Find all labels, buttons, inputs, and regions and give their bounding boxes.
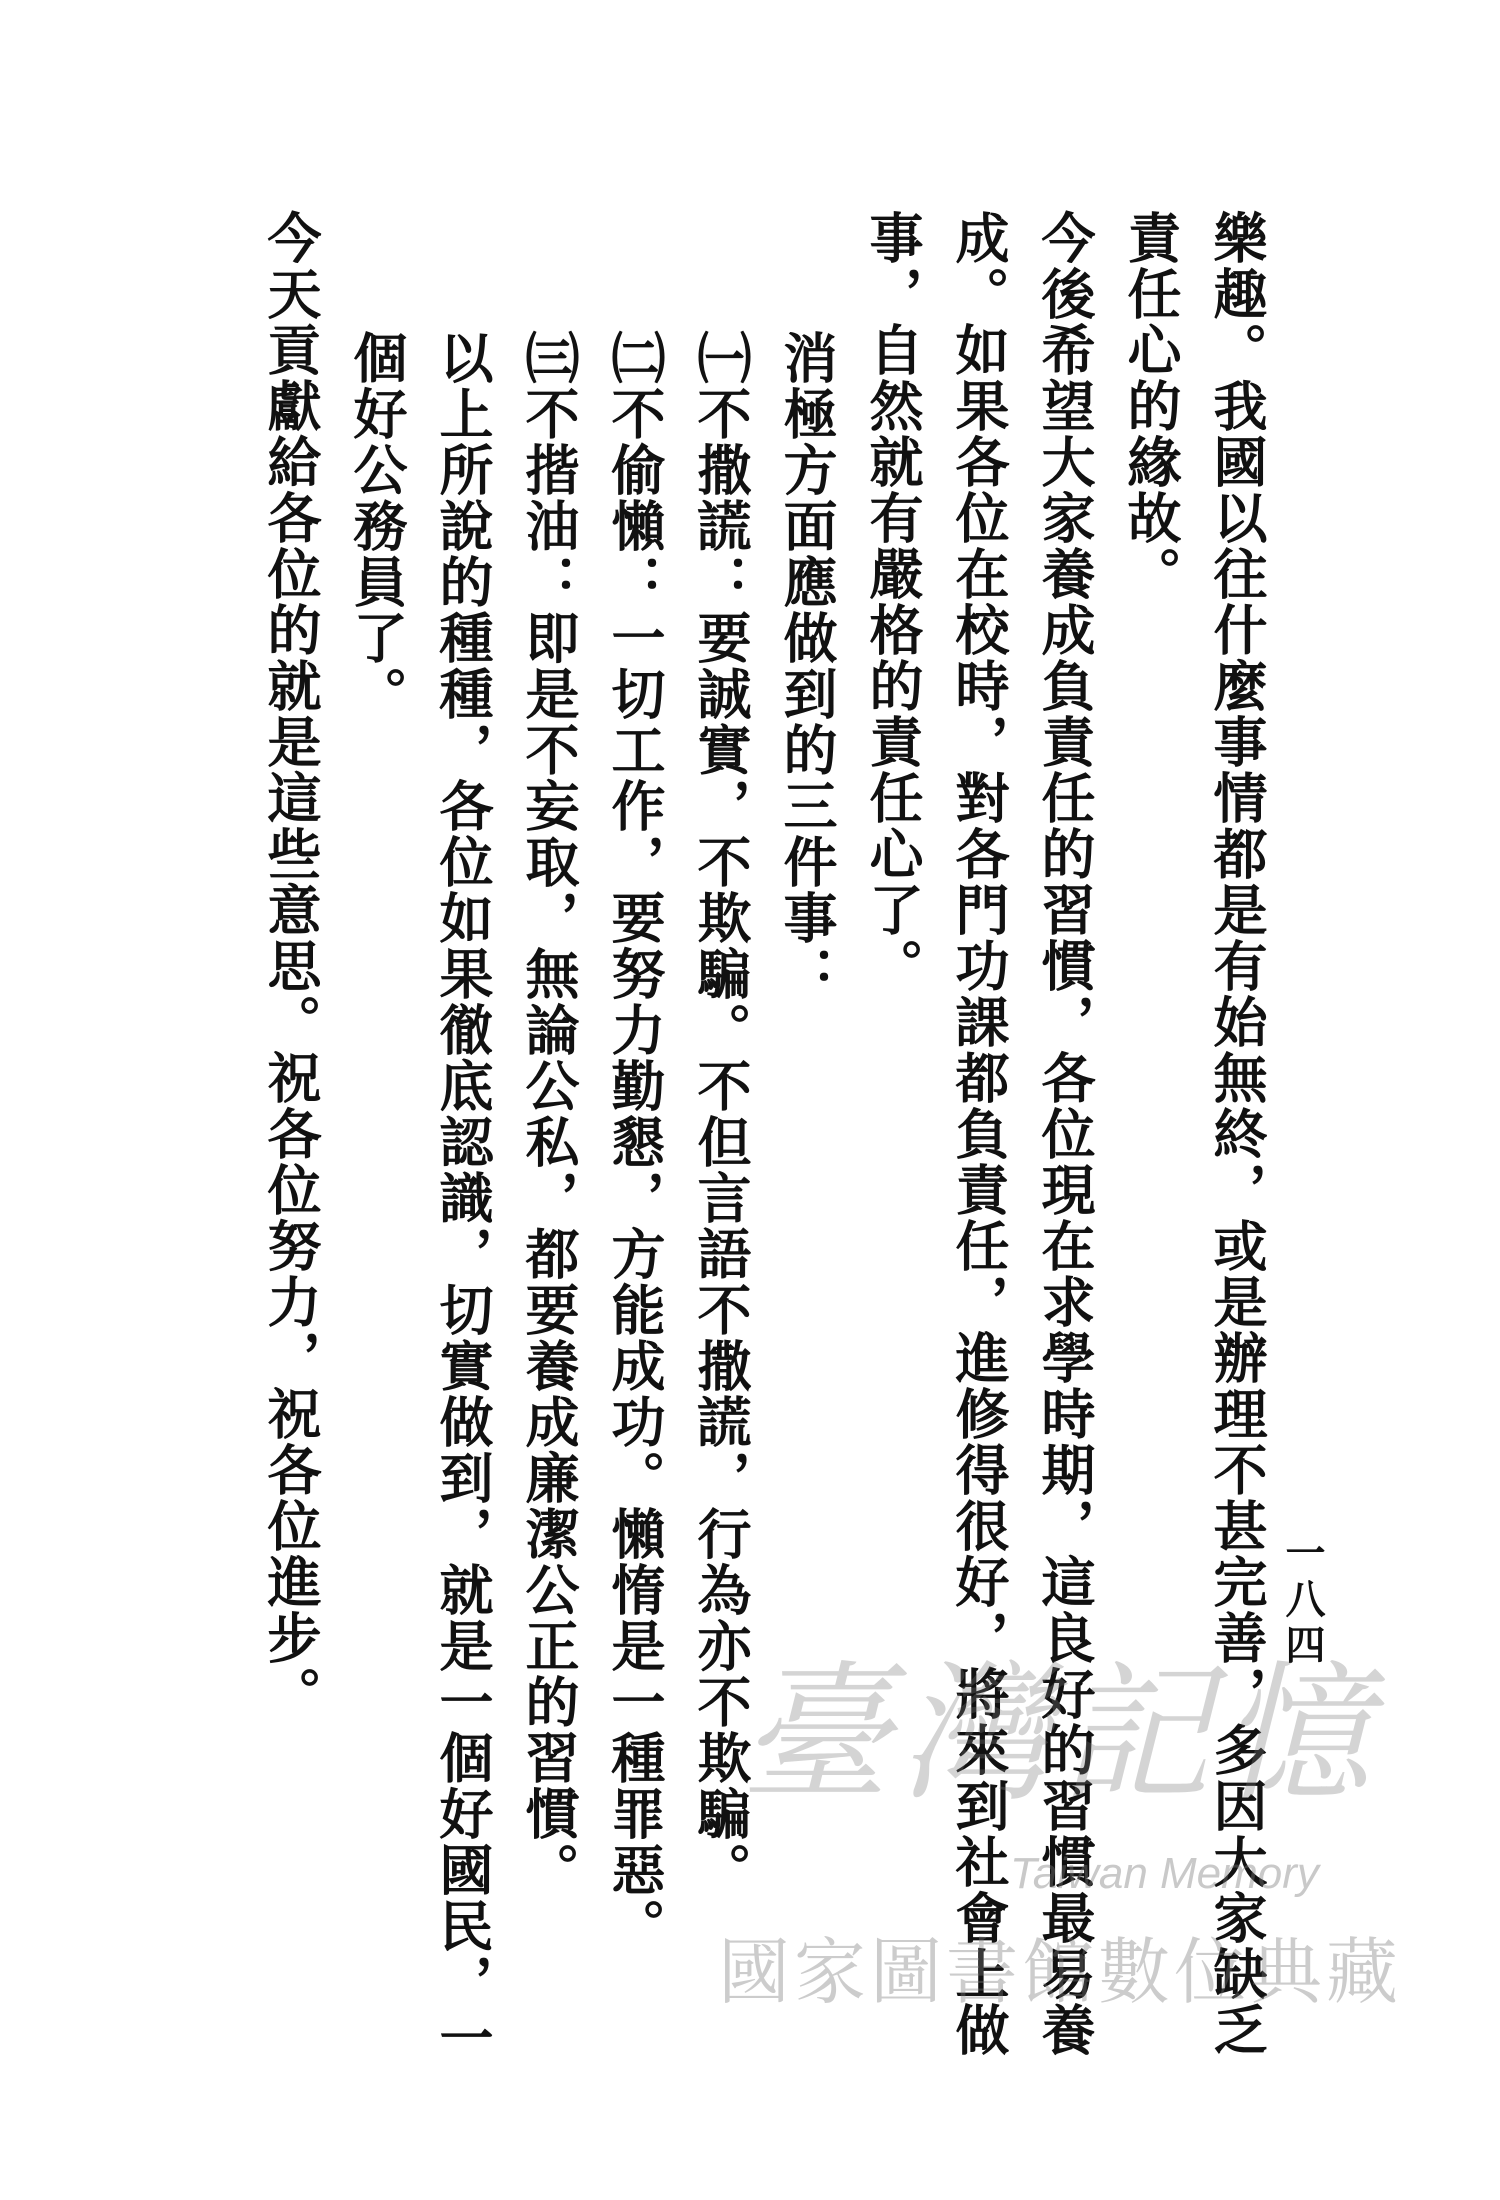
- watermark-footer: 國家圖書館數位典藏: [717, 1930, 1402, 2014]
- paragraph-closing: 今天貢獻給各位的就是這些意思。祝各位努力，祝各位進步。: [259, 210, 323, 1722]
- list-item-3: ㈢不揩油：即是不妄取，無論公私，都要養成廉潔公正的習慣。: [517, 330, 581, 1898]
- list-item-1: ㈠不撒謊：要誠實，不欺騙。不但言語不撒謊，行為亦不欺騙。: [689, 330, 753, 1898]
- watermark-title: 臺灣記憶: [739, 1648, 1380, 1822]
- paragraph-2: 今後希望大家養成負責任的習慣，各位現在求學時期，這良好的習慣最易養成。如果各位在校時，對各門功課都負責任，進修得很好，將來到社會上做事，自然就有嚴格的責任心了。: [861, 210, 1097, 2058]
- paragraph-1: 樂趣。我國以往什麼事情都是有始無終，或是辦理不甚完善，多因大家缺乏責任心的緣故。: [1119, 210, 1269, 2058]
- page-number: 一八四: [1279, 1532, 1326, 1670]
- watermark-subtitle: Taiwan Memory: [1010, 1849, 1319, 1898]
- body-text: [259, 210, 1280, 2110]
- paragraph-3-heading: 消極方面應做到的三件事：: [775, 330, 839, 1002]
- list-item-2: ㈡不偷懶：一切工作，要努力勤懇，方能成功。懶惰是一種罪惡。: [603, 330, 667, 1954]
- paragraph-summary: 以上所說的種種，各位如果徹底認識，切實做到，就是一個好國民，一個好公務員了。: [345, 330, 495, 2066]
